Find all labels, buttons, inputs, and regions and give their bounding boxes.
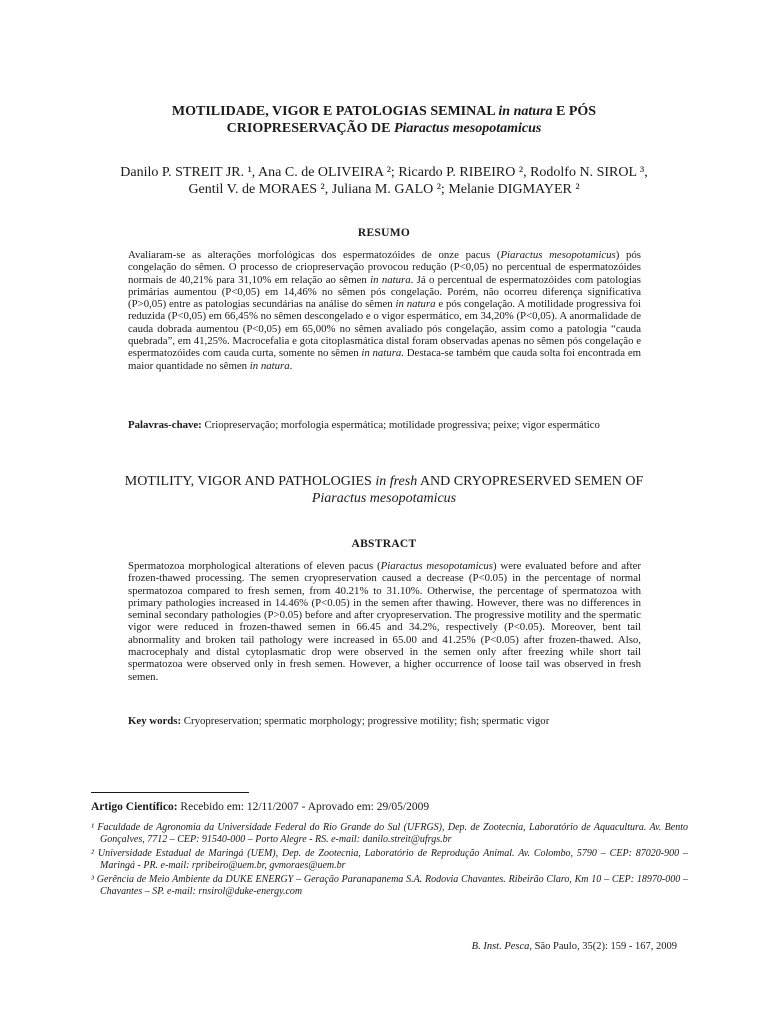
resumo-italic-4: in natura. <box>361 347 405 360</box>
resumo-text-5: Destaca-se também que cauda solta foi encontrada em maior quantidade no sêmen <box>128 347 642 372</box>
title-pt-text-2: E PÓS <box>552 104 597 119</box>
title-en-text-1: MOTILITY, VIGOR AND PATHOLOGIES <box>124 474 376 489</box>
authors-line-2: Gentil V. de MORAES ², Juliana M. GALO ²; Melanie DIGMAYER ² <box>188 182 580 197</box>
footnote-3: ³ Gerência de Meio Ambiente da DUKE ENERGY – Geração Paranapanema S.A. Rodovia Chavantes. Ribeirão Claro, Km 10 – CEP: 18970-000 – Chavantes – SP. e-mail: rnsirol@duke-energy.com <box>91 874 688 898</box>
title-pt-text-3: CRIOPRESERVAÇÃO DE <box>226 121 394 136</box>
article-info <box>91 800 679 814</box>
resumo-text-3: . Já o percentual de espermatozóides com patologias primárias aumentou (P<0,05) em 14,46% no sêmen pós congelação. Porém, não ocorreu diferença significativa (P>0,05) entre as patologias secundárias na análise do sêmen <box>128 273 641 311</box>
abstract-keywords-text: Cryopreservation; spermatic morphology; progressive motility; fish; spermatic vigor <box>181 715 550 727</box>
resumo-italic-3: in natura <box>395 298 436 311</box>
title-pt-species: Piaractus mesopotamicus <box>393 121 542 136</box>
abstract-keywords-label: Key words: <box>128 715 182 727</box>
authors-line-1: Danilo P. STREIT JR. ¹, Ana C. de OLIVEIRA ²; Ricardo P. RIBEIRO ², Rodolfo N. SIROL ³, <box>120 165 648 180</box>
title-en-text-2: AND CRYOPRESERVED SEMEN OF <box>417 474 644 489</box>
resumo-keywords-text: Criopreservação; morfologia espermática; motilidade progressiva; peixe; vigor espermático <box>201 419 600 431</box>
resumo-text-2: ) pós congelação do sêmen. O processo de criopreservação provocou redução (P<0,05) no percentual de espermatozóides normais de 40,21% para 31,10% em relação ao sêmen <box>128 249 642 286</box>
article-info-label: Artigo Científico: <box>91 801 178 813</box>
abstract-keywords <box>128 715 641 727</box>
journal-volume-pages: , São Paulo, 35(2): 159 - 167, 2009 <box>529 941 677 952</box>
resumo-keywords <box>128 419 641 431</box>
resumo-text-1: Avaliaram-se as alterações morfológicas dos espermatozóides de onze pacus ( <box>128 249 501 261</box>
resumo-text-4: e pós congelação. A motilidade progressiva foi reduzida (P<0,05) em 66,45% no sêmen descongelado e o vigor espermático, em 34,20% (P<0,05). A anormalidade de cauda dobrada aumentou (P<0,05) em 65,00% no sêmen avaliado pós congelação, assim como a patologia “cauda quebrada”, em 41,25%. Macrocefalia e gota citoplasmática distal foram observadas apenas no sêmen pós congelação e espermatozóides com cauda curta, somente no sêmen <box>128 298 641 360</box>
title-en-italic-1: in fresh <box>375 474 418 489</box>
footnote-divider <box>91 792 249 793</box>
title-pt-text-1: MOTILIDADE, VIGOR E PATOLOGIAS SEMINAL <box>171 104 499 119</box>
resumo-keywords-label: Palavras-chave: <box>128 419 202 431</box>
article-info-dates: Recebido em: 12/11/2007 - Aprovado em: 29/05/2009 <box>177 801 430 813</box>
journal-citation <box>472 940 677 953</box>
english-title <box>90 473 678 507</box>
author-list <box>90 164 678 198</box>
abstract-body <box>128 560 641 683</box>
footnote-2: ² Universidade Estadual de Maringá (UEM), Dep. de Zootecnia, Laboratório de Reprodução Animal. Av. Colombo, 5790 – CEP: 87020-900 – Maringá - PR. e-mail: rpribeiro@uem.br, gvmoraes@uem.br <box>91 848 688 872</box>
title-pt-italic-1: in natura <box>498 104 553 119</box>
resumo-text-6: . <box>289 359 293 372</box>
title-en-species: Piaractus mesopotamicus <box>311 491 457 506</box>
resumo-italic-2: in natura <box>370 273 411 286</box>
resumo-italic-5: in natura <box>249 359 290 372</box>
abstract-text-1: Spermatozoa morphological alterations of eleven pacus ( <box>128 560 381 572</box>
portuguese-title <box>100 103 668 137</box>
abstract-italic-1: Piaractus mesopotamicus <box>380 560 493 572</box>
resumo-body <box>128 249 641 372</box>
abstract-text-2: ) were evaluated before and after frozen-thawed processing. The semen cryopreservation caused a decrease (P<0.05) in the percentage of normal spermatozoa compared to fresh semen, from 40.21% to 31.10%. Otherwise, the percentage of spermatozoa with primary pathologies increased in 14.46% (P<0.05) in the semen after thawing. However, there was no differences in seminal secondary pathologies (P>0.05) before and after cryopreservation. The progressive motility and the spermatic vigor were reduced in frozen-thawed semen in 66.45 and 34.2%, respectively (P<0.05). Moreover, bent tail abnormality and broken tail pathology were increased in 65.00 and 41.25% (P<0.05) after frozen-thawed. Also, macrocephaly and distal cytoplasmatic drop were observed in the semen only after freezing while short tail spermatozoa were observed only in fresh semen. However, a higher occurrence of loose tail was observed in fresh semen. <box>128 560 641 683</box>
footnote-1: ¹ Faculdade de Agronomia da Universidade Federal do Rio Grande do Sul (UFRGS), Dep. de Zootecnia, Laboratório de Aquacultura. Av. Bento Gonçalves, 7712 – CEP: 91540-000 – Porto Alegre - RS. e-mail: danilo.streit@ufrgs.br <box>91 822 688 846</box>
abstract-heading: ABSTRACT <box>351 538 417 550</box>
resumo-heading: RESUMO <box>357 227 411 239</box>
journal-name: B. Inst. Pesca <box>471 941 530 952</box>
resumo-italic-1: Piaractus mesopotamicus <box>500 249 616 261</box>
